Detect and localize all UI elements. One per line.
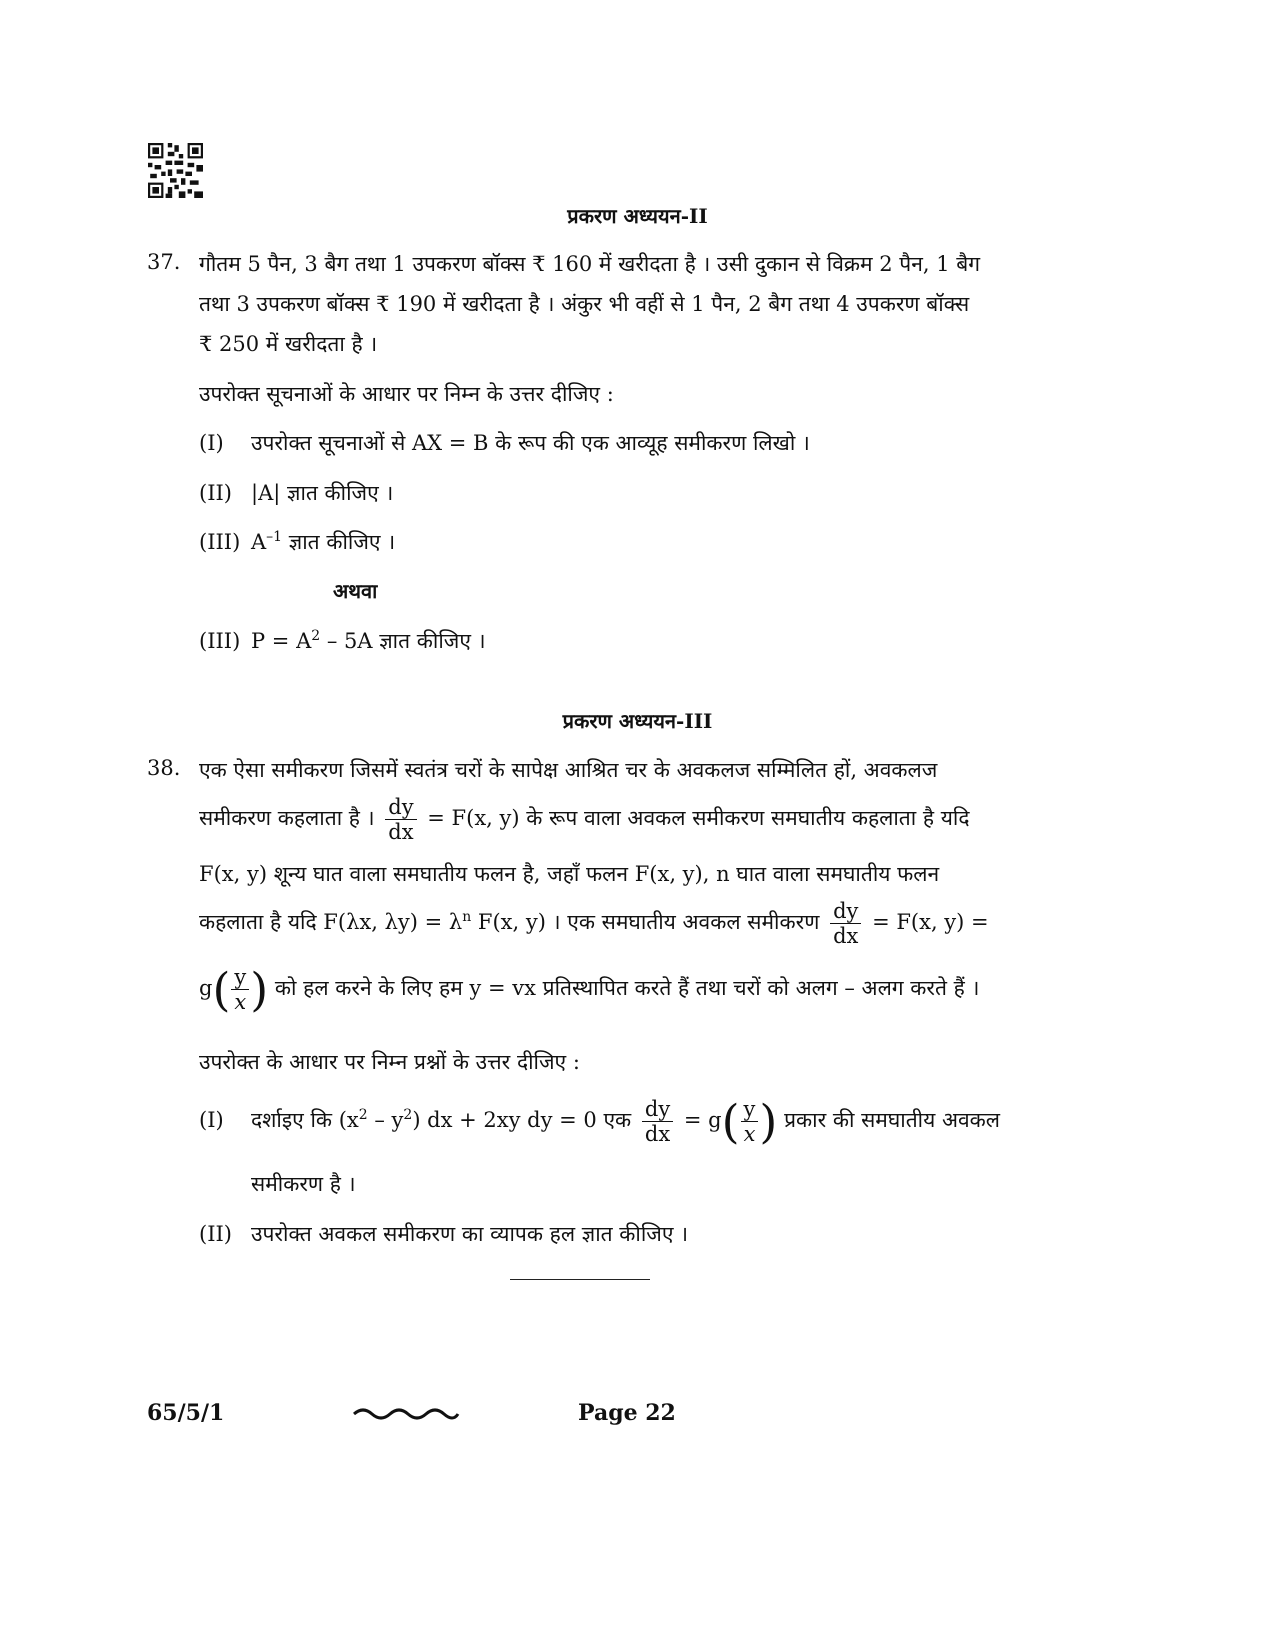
option-label: (II) <box>199 481 232 505</box>
question-37-line-1: गौतम 5 पैन, 3 बैग तथा 1 उपकरण बॉक्स ₹ 160 में खरीदता है । उसी दुकान से विक्रम 2 पैन, 1 बैग <box>199 252 981 276</box>
text: प्रकार की समघातीय अवकल <box>784 1108 1001 1133</box>
text: – y <box>367 1108 404 1133</box>
fraction-dy-dx <box>642 1098 673 1145</box>
right-paren: ) <box>759 1094 778 1149</box>
question-37-option-3-alt <box>199 627 486 655</box>
question-38-option-1 <box>199 1094 1001 1149</box>
option-label: (III) <box>199 629 241 653</box>
question-37-number: 37. <box>147 250 181 274</box>
question-38-instruction: उपरोक्त के आधार पर निम्न प्रश्नों के उत्तर दीजिए : <box>199 1050 580 1074</box>
denominator: dx <box>833 924 859 949</box>
option-label: (I) <box>199 1108 224 1133</box>
numerator: y <box>231 966 249 990</box>
text: = g <box>683 1108 722 1133</box>
numerator: dy <box>830 900 861 924</box>
question-38-line-3: F(x, y) शून्य घात वाला समघातीय फलन है, जहाँ फलन F(x, y), n घात वाला समघातीय फलन <box>199 862 940 886</box>
superscript: –1 <box>266 529 283 545</box>
option-text-pre: A <box>251 530 267 554</box>
fraction-dy-dx <box>830 900 861 947</box>
option-text: |A| ज्ञात कीजिए । <box>251 481 394 505</box>
paper-code: 65/5/1 <box>147 1400 225 1426</box>
fraction-y-x <box>231 966 249 1013</box>
page-number: Page 22 <box>578 1400 676 1426</box>
question-37-line-2: तथा 3 उपकरण बॉक्स ₹ 190 में खरीदता है । अंकुर भी वहीं से 1 पैन, 2 बैग तथा 4 उपकरण बॉक्स <box>199 292 970 316</box>
text: F(x, y) । एक समघातीय अवकल समीकरण <box>471 910 820 935</box>
superscript: 2 <box>358 1107 368 1124</box>
right-paren: ) <box>250 962 269 1017</box>
fraction-y-x <box>741 1098 759 1145</box>
text: कहलाता है यदि F(λx, λy) = λ <box>199 910 463 935</box>
question-37-option-1 <box>199 429 810 457</box>
text: ) dx + 2xy dy = 0 एक <box>412 1108 632 1133</box>
question-38-option-1-line-2: समीकरण है । <box>251 1172 356 1196</box>
numerator: dy <box>385 796 416 820</box>
case-study-3-heading: प्रकरण अध्ययन-III <box>562 709 713 733</box>
question-38-line-5 <box>199 962 980 1017</box>
option-text-pre: P = A <box>251 629 312 653</box>
denominator: x <box>234 990 247 1015</box>
question-38-line-2 <box>199 796 969 843</box>
case-study-2-heading: प्रकरण अध्ययन-II <box>567 204 708 228</box>
text: g <box>199 976 213 1001</box>
question-37-line-3: ₹ 250 में खरीदता है । <box>199 332 378 356</box>
end-rule <box>510 1279 650 1280</box>
text: = F(x, y) के रूप वाला अवकल समीकरण समघातीय कहलाता है यदि <box>427 806 970 831</box>
superscript: n <box>462 909 472 926</box>
option-label: (II) <box>199 1222 232 1246</box>
option-text: उपरोक्त अवकल समीकरण का व्यापक हल ज्ञात कीजिए । <box>251 1222 689 1246</box>
question-37-option-3 <box>199 528 395 556</box>
option-label: (I) <box>199 431 224 455</box>
wave-icon <box>352 1405 460 1423</box>
numerator: y <box>741 1098 759 1122</box>
question-38-line-1: एक ऐसा समीकरण जिसमें स्वतंत्र चरों के सापेक्ष आश्रित चर के अवकलज सम्मिलित हों, अवकलज <box>199 758 938 782</box>
left-paren: ( <box>721 1094 740 1149</box>
denominator: dx <box>644 1122 671 1147</box>
question-38-line-4 <box>199 900 989 947</box>
denominator: x <box>743 1122 756 1147</box>
superscript: 2 <box>403 1107 413 1124</box>
text: को हल करने के लिए हम y = vx प्रतिस्थापित करते हैं तथा चरों को अलग – अलग करते हैं । <box>274 976 980 1001</box>
qr-code-icon <box>148 143 203 198</box>
question-38-option-2 <box>199 1220 688 1248</box>
question-37-option-2 <box>199 479 393 507</box>
option-text-post: – 5A ज्ञात कीजिए । <box>320 629 486 653</box>
fraction-dy-dx <box>385 796 416 843</box>
numerator: dy <box>642 1098 673 1122</box>
option-label: (III) <box>199 530 241 554</box>
text: समीकरण कहलाता है । <box>199 806 375 831</box>
option-text-post: ज्ञात कीजिए । <box>282 530 396 554</box>
or-separator: अथवा <box>333 579 378 603</box>
left-paren: ( <box>212 962 231 1017</box>
text: दर्शाइए कि (x <box>251 1108 359 1133</box>
superscript: 2 <box>311 628 321 644</box>
option-text: उपरोक्त सूचनाओं से AX = B के रूप की एक आव्यूह समीकरण लिखो । <box>251 431 810 455</box>
denominator: dx <box>388 820 414 845</box>
text: = F(x, y) = <box>872 910 989 935</box>
question-38-number: 38. <box>147 756 181 780</box>
question-37-instruction: उपरोक्त सूचनाओं के आधार पर निम्न के उत्तर दीजिए : <box>199 382 614 406</box>
